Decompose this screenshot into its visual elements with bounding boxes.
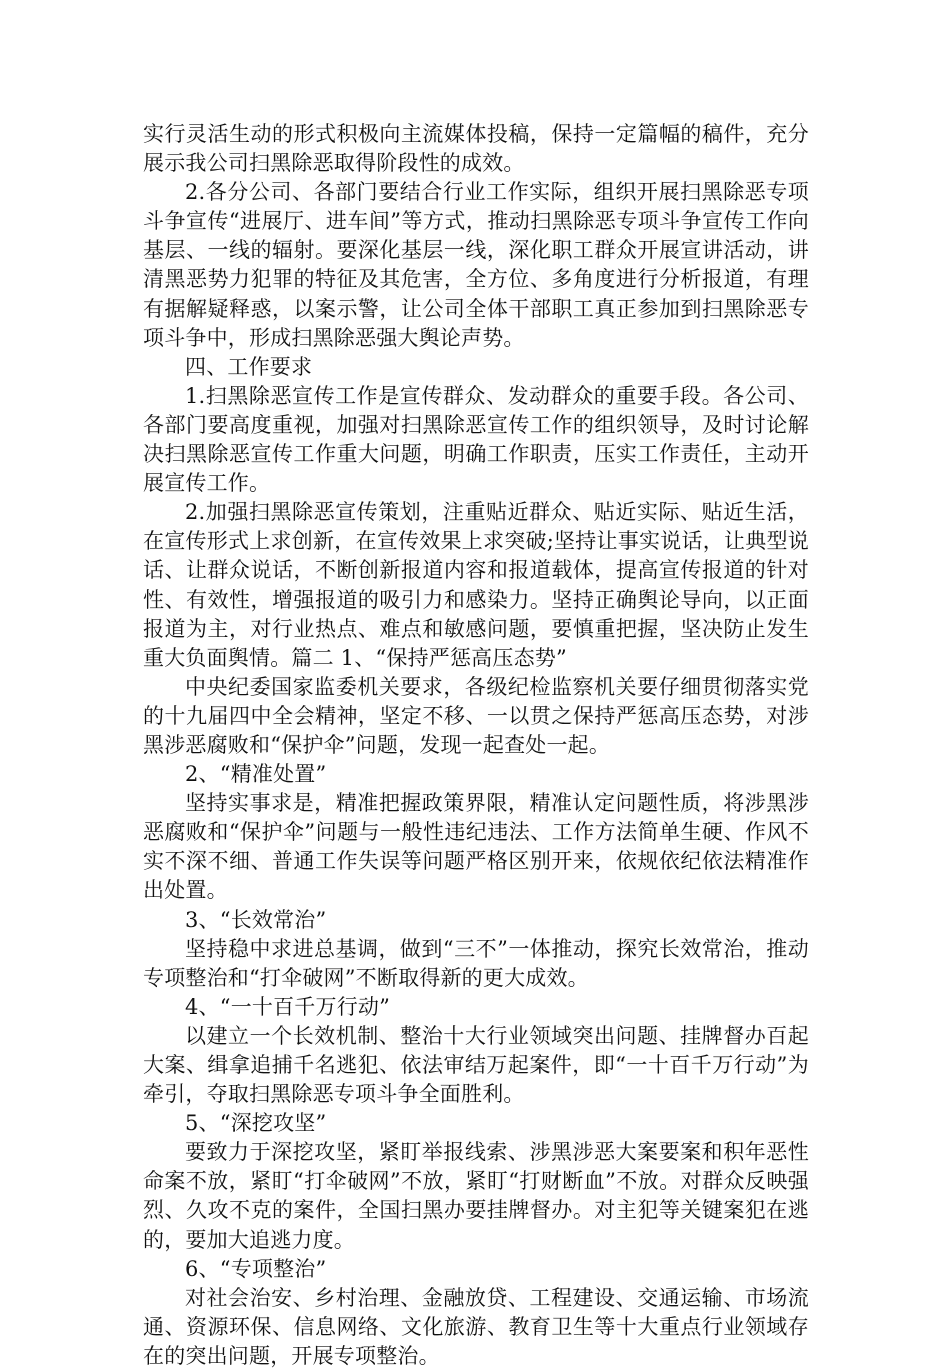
paragraph: 2.各分公司、各部门要结合行业工作实际，组织开展扫黑除恶专项斗争宣传“进展厅、进车间”等方式，推动扫黑除恶专项斗争宣传工作向基层、一线的辐射。要深化基层一线，深化职工群众开展宣讲活动，讲清黑恶势力犯罪的特征及其危害，全方位、多角度进行分析报道，有理有据解疑释惑，以案示警，让公司全体干部职工真正参加到扫黑除恶专项斗争中，形成扫黑除恶强大舆论声势。 xyxy=(143,180,809,350)
paragraph: 1.扫黑除恶宣传工作是宣传群众、发动群众的重要手段。各公司、各部门要高度重视，加强对扫黑除恶宣传工作的组织领导，及时讨论解决扫黑除恶宣传工作重大问题，明确工作职责，压实工作责任，主动开展宣传工作。 xyxy=(143,383,809,496)
item-heading: 2、“精准处置” xyxy=(185,762,327,787)
paragraph: 坚持稳中求进总基调，做到“三不”一体推动，探究长效常治，推动专项整治和“打伞破网”不断取得新的更大成效。 xyxy=(143,936,809,990)
paragraph: 以建立一个长效机制、整治十大行业领域突出问题、挂牌督办百起大案、缉拿追捕千名逃犯、依法审结万起案件，即“一十百千万行动”为牵引，夺取扫黑除恶专项斗争全面胜利。 xyxy=(143,1023,809,1107)
paragraph: 坚持实事求是，精准把握政策界限，精准认定问题性质，将涉黑涉恶腐败和“保护伞”问题与一般性违纪违法、工作方法简单生硬、作风不实不深不细、普通工作失误等问题严格区别开来，依规依纪依法精准作出处置。 xyxy=(143,791,809,903)
document-body xyxy=(143,120,809,1371)
item-heading: 6、“专项整治” xyxy=(185,1256,327,1281)
paragraph: 要致力于深挖攻坚，紧盯举报线索、涉黑涉恶大案要案和积年恶性命案不放，紧盯“打伞破网”不放，紧盯“打财断血”不放。对群众反映强烈、久攻不克的案件，全国扫黑办要挂牌督办。对主犯等关键案犯在逃的，要加大追逃力度。 xyxy=(143,1140,809,1252)
paragraph: 实行灵活生动的形式积极向主流媒体投稿，保持一定篇幅的稿件，充分展示我公司扫黑除恶取得阶段性的成效。 xyxy=(143,122,809,176)
paragraph: 中央纪委国家监委机关要求，各级纪检监察机关要仔细贯彻落实党的十九届四中全会精神，坚定不移、一以贯之保持严惩高压态势，对涉黑涉恶腐败和“保护伞”问题，发现一起查处一起。 xyxy=(143,674,809,757)
item-heading: 4、“一十百千万行动” xyxy=(185,994,391,1019)
paragraph: 2.加强扫黑除恶宣传策划，注重贴近群众、贴近实际、贴近生活，在宣传形式上求创新，在宣传效果上求突破;坚持让事实说话，让典型说话、让群众说话，不断创新报道内容和报道载体，提高宣传报道的针对性、有效性，增强报道的吸引力和感染力。坚持正确舆论导向，以正面报道为主，对行业热点、难点和敏感问题，要慎重把握，坚决防止发生重大负面舆情。篇二 1、“保持严惩高压态势” xyxy=(143,500,809,670)
item-heading: 3、“长效常治” xyxy=(185,907,327,932)
paragraph: 对社会治安、乡村治理、金融放贷、工程建设、交通运输、市场流通、资源环保、信息网络、文化旅游、教育卫生等十大重点行业领域存在的突出问题，开展专项整治。 xyxy=(143,1285,809,1368)
item-heading: 5、“深挖攻坚” xyxy=(185,1111,327,1136)
section-heading: 四、工作要求 xyxy=(185,354,313,379)
